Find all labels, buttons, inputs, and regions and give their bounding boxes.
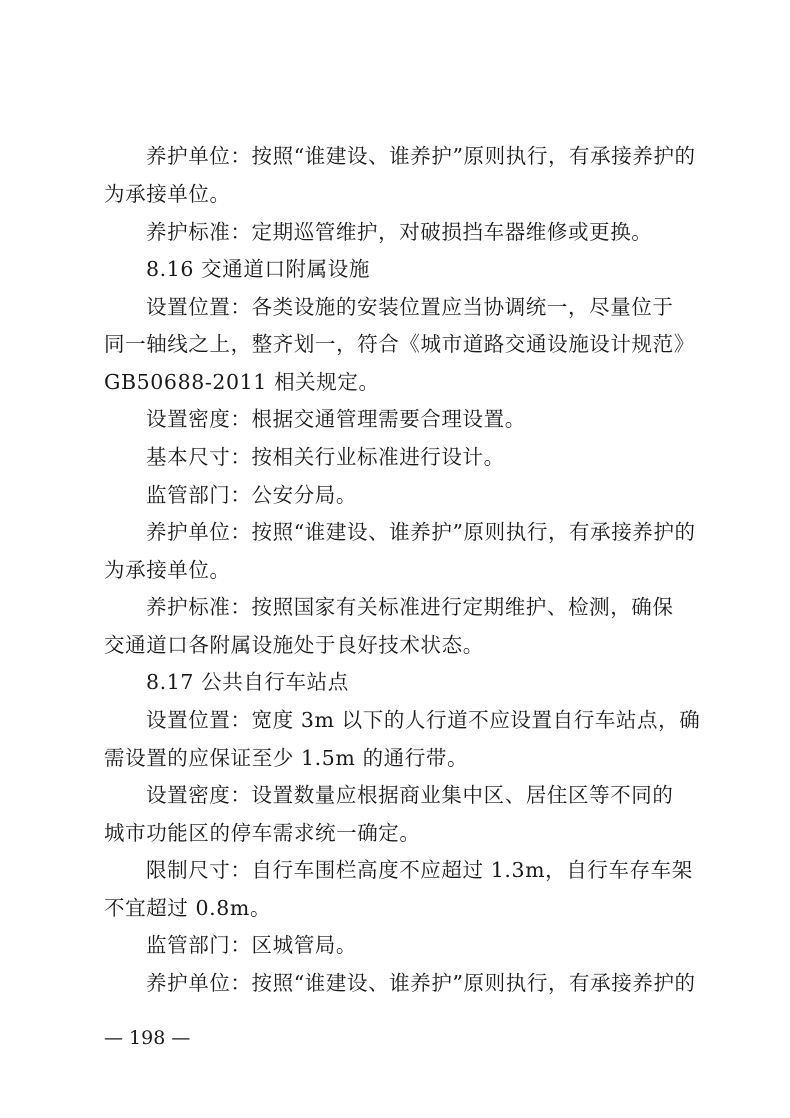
- text-line: 限制尺寸：自行车围栏高度不应超过 1.3m，自行车存车架: [146, 858, 693, 882]
- text-line: 养护标准：定期巡管维护，对破损挡车器维修或更换。: [146, 220, 653, 244]
- section-heading-8-16: 8.16 交通道口附属设施: [146, 257, 370, 281]
- text-line: 交通道口各附属设施处于良好技术状态。: [104, 633, 484, 657]
- text-line: 设置位置：各类设施的安装位置应当协调统一，尽量位于: [146, 295, 674, 319]
- text-line: 不宜超过 0.8m。: [104, 896, 272, 920]
- text-line: 养护单位：按照“谁建设、谁养护”原则执行，有承接养护的: [146, 520, 696, 544]
- text-line: 监管部门：公安分局。: [146, 483, 357, 507]
- text-line: 养护单位：按照“谁建设、谁养护”原则执行，有承接养护的: [146, 971, 696, 995]
- page-number: — 198 —: [104, 1027, 191, 1049]
- text-line: 需设置的应保证至少 1.5m 的通行带。: [104, 746, 469, 770]
- text-line: 监管部门：区城管局。: [146, 933, 357, 957]
- text-line: 同一轴线之上，整齐划一，符合《城市道路交通设施设计规范》: [104, 332, 695, 356]
- text-line: 设置密度：根据交通管理需要合理设置。: [146, 407, 526, 431]
- text-line: 设置密度：设置数量应根据商业集中区、居住区等不同的: [146, 783, 674, 807]
- text-line: 养护标准：按照国家有关标准进行定期维护、检测，确保: [146, 595, 674, 619]
- text-line: 基本尺寸：按相关行业标准进行设计。: [146, 445, 505, 469]
- text-line: GB50688-2011 相关规定。: [104, 370, 380, 394]
- section-heading-8-17: 8.17 公共自行车站点: [146, 670, 349, 694]
- text-line: 为承接单位。: [104, 182, 231, 206]
- text-line: 为承接单位。: [104, 558, 231, 582]
- text-line: 城市功能区的停车需求统一确定。: [104, 821, 421, 845]
- text-line: 养护单位：按照“谁建设、谁养护”原则执行，有承接养护的: [146, 144, 696, 168]
- text-line: 设置位置：宽度 3m 以下的人行道不应设置自行车站点，确: [146, 708, 701, 732]
